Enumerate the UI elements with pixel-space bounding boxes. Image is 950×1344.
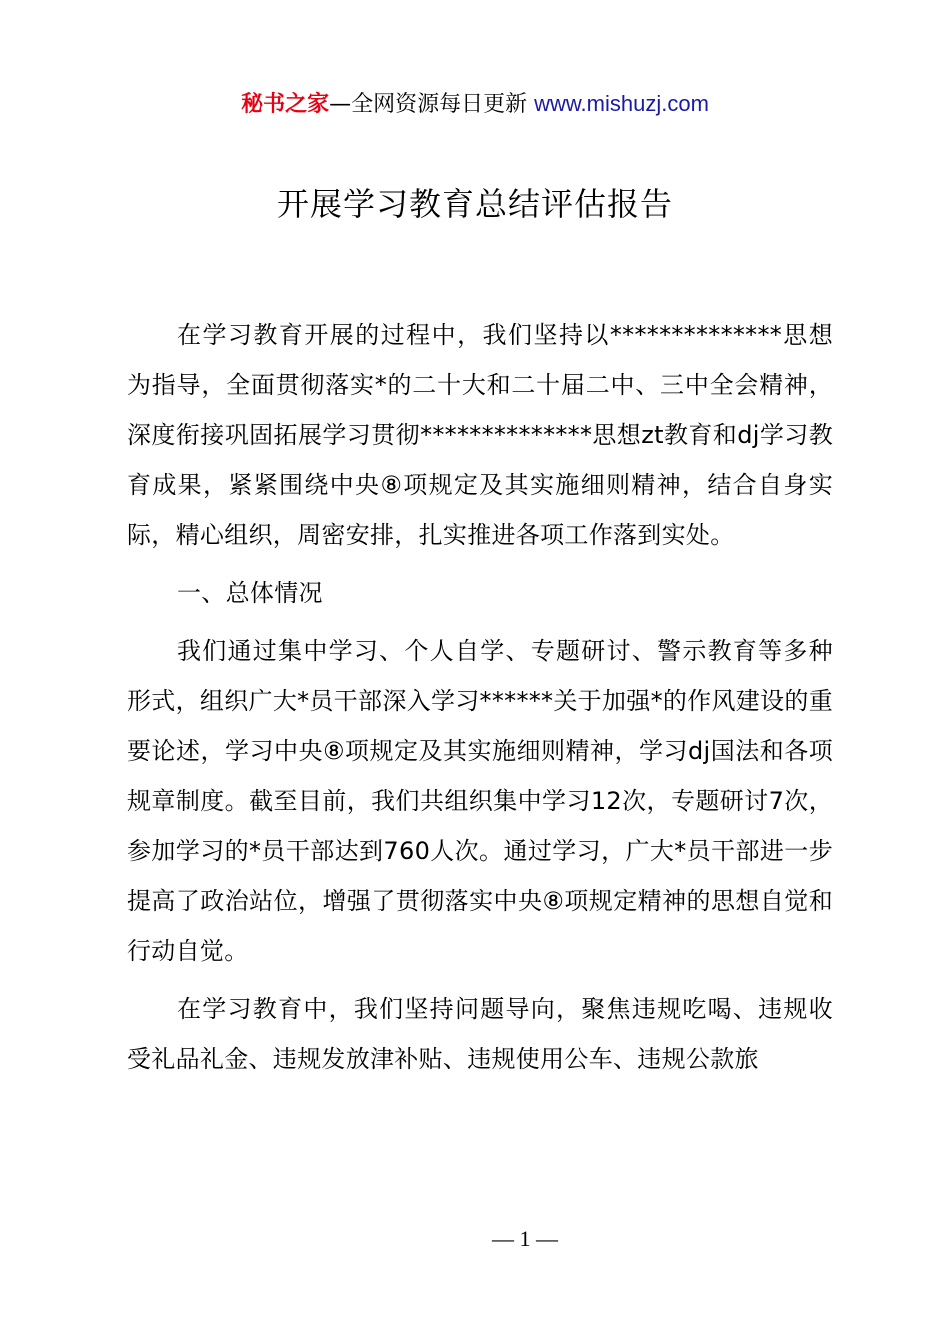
document-title: 开展学习教育总结评估报告 <box>276 185 673 223</box>
section-heading-overall: 一、总体情况 <box>177 579 323 607</box>
page-number: — 1 — <box>492 1226 558 1251</box>
paragraph-problem-oriented: 在学习教育中，我们坚持问题导向，聚焦违规吃喝、违规收受礼品礼金、违规发放津补贴、违规使用公车、违规公款旅 <box>127 995 833 1073</box>
site-header <box>0 88 950 121</box>
site-url-link[interactable]: www.mishuzj.com <box>534 91 709 116</box>
document-body <box>127 310 833 1092</box>
paragraph-study-forms: 我们通过集中学习、个人自学、专题研讨、警示教育等多种形式，组织广大*员干部深入学习******关于加强*的作风建设的重要论述，学习中央⑧项规定及其实施细则精神，学习dj国法和各项规章制度。截至目前，我们共组织集中学习12次，专题研讨7次，参加学习的*员干部达到760人次。通过学习，广大*员干部进一步提高了政治站位，增强了贯彻落实中央⑧项规定精神的思想自觉和行动自觉。 <box>127 637 833 965</box>
site-brand: 秘书之家 <box>241 92 330 117</box>
paragraph-intro: 在学习教育开展的过程中，我们坚持以**************思想为指导，全面贯彻落实*的二十大和二十届二中、三中全会精神，深度衔接巩固拓展学习贯彻**************思想zt教育和dj学习教育成果，紧紧围绕中央⑧项规定及其实施细则精神，结合自身实际，精心组织，周密安排，扎实推进各项工作落到实处。 <box>127 321 833 549</box>
site-tagline: —全网资源每日更新 <box>329 92 535 117</box>
